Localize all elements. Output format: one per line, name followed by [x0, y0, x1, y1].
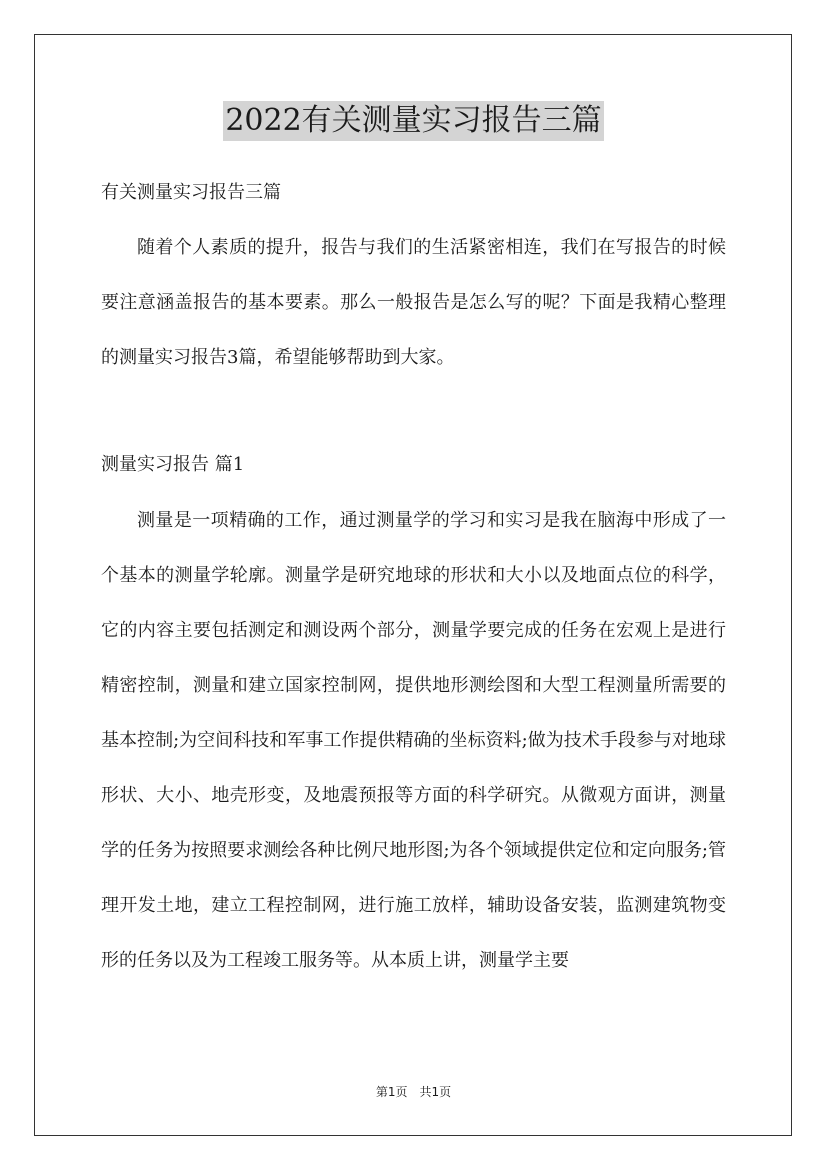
document-subtitle: 有关测量实习报告三篇 [101, 182, 281, 203]
intro-paragraph: 随着个人素质的提升，报告与我们的生活紧密相连，我们在写报告的时候要注意涵盖报告的基本要素。那么一般报告是怎么写的呢？下面是我精心整理的测量实习报告3篇，希望能够帮助到大家。 [101, 237, 726, 368]
body-paragraph: 测量是一项精确的工作，通过测量学的学习和实习是我在脑海中形成了一个基本的测量学轮廓。测量学是研究地球的形状和大小以及地面点位的科学，它的内容主要包括测定和测设两个部分，测量学要完成的任务在宏观上是进行精密控制，测量和建立国家控制网，提供地形测绘图和大型工程测量所需要的基本控制;为空间科技和军事工作提供精确的坐标资料;做为技术手段参与对地球形状、大小、地壳形变，及地震预报等方面的科学研究。从微观方面讲，测量学的任务为按照要求测绘各种比例尺地形图;为各个领域提供定位和定向服务;管理开发土地，建立工程控制网，进行施工放样，辅助设备安装，监测建筑物变形的任务以及为工程竣工服务等。从本质上讲，测量学主要 [101, 510, 726, 971]
document-title [0, 101, 827, 141]
page-footer: 第1页 共1页 [375, 1085, 452, 1099]
section-heading: 测量实习报告 篇1 [101, 454, 245, 475]
document-title-text: 2022有关测量实习报告三篇 [223, 101, 603, 141]
